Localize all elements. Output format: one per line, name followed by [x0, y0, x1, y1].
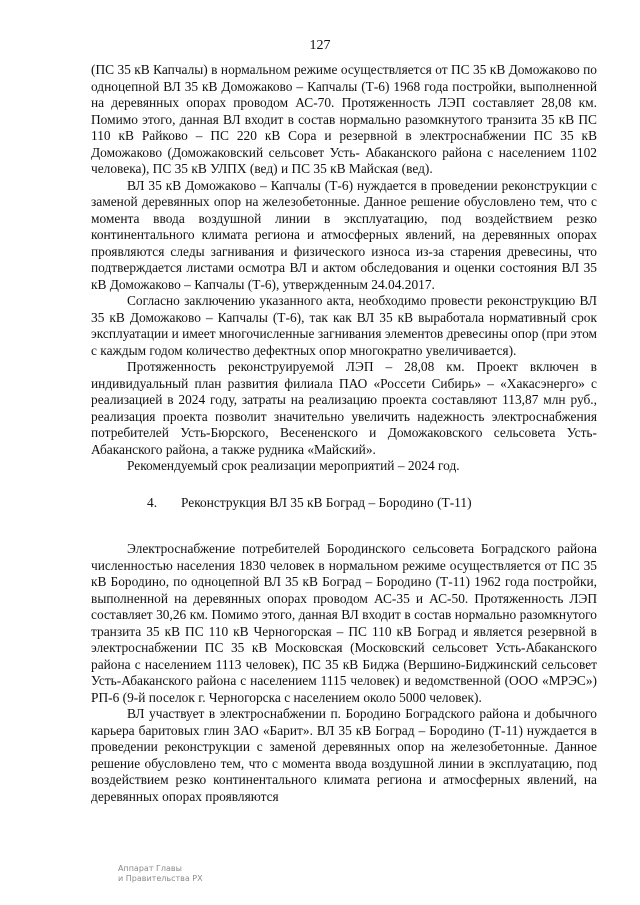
paragraph-reconstruction-need: ВЛ 35 кВ Доможаково – Капчалы (Т-6) нуждается в проведении реконструкции с заменой деревянных опор на железобетонные. Данное решение обусловлено тем, что с момента ввода воздушной линии в эксплуатацию, под воздействием резко континентального климата региона и атмосферных явлений, на деревянных опорах проявляются следы загнивания и физического износа из-за старения древесины, что подтверждается листами осмотра ВЛ и актом обследования и оценки состояния ВЛ 35 кВ Доможаково – Капчалы (Т-6), утвержденным 24.04.2017. [91, 177, 597, 292]
page-number: 127 [309, 38, 331, 53]
stamp-line-2: и Правительства РХ [118, 874, 203, 883]
paragraph-recommended-term: Рекомендуемый срок реализации мероприятий – 2024 год. [127, 458, 460, 473]
section-number: 4. [147, 494, 158, 510]
paragraph-project-length: Протяженность реконструируемой ЛЭП – 28,08 км. Проект включен в индивидуальный план развития филиала ПАО «Россети Сибирь» – «Хакасэнерго» с реализацией в 2024 году, затраты на реализацию проекта составляют 113,87 млн руб., реализация проекта позволит значительно увеличить надежность электроснабжения потребителей Усть-Бюрского, Весененского и Доможаковского сельсовета Усть-Абаканского района, а также рудника «Майский». [91, 359, 597, 457]
paragraph-intro: (ПС 35 кВ Капчалы) в нормальном режиме осуществляется от ПС 35 кВ Доможаково по одноцепной ВЛ 35 кВ Доможаково – Капчалы (Т-6) 1968 года постройки, выполненной на деревянных опорах проводом АС-70. Протяженность ЛЭП составляет 28,08 км. Помимо этого, данная ВЛ входит в состав нормально разомкнутого транзита 35 кВ ПС 110 кВ Райково – ПС 220 кВ Сора и резервной в электроснабжении ПС 35 кВ Доможаково (Доможаковский сельсовет Усть- Абаканского района с населением 1102 человека), ПС 35 кВ УЛПХ (вед) и ПС 35 кВ Майская (вед). [91, 62, 597, 176]
registry-stamp [118, 864, 203, 884]
spacer [91, 531, 597, 541]
paragraph-act-conclusion: Согласно заключению указанного акта, необходимо провести реконструкцию ВЛ 35 кВ Доможаково – Капчалы (Т-6), так как ВЛ 35 кВ выработала нормативный срок эксплуатации и имеет многочисленные загнивания элементов древесины опор (при этом с каждым годом количество дефектных опор многократно увеличивается). [91, 293, 597, 358]
document-body [91, 62, 597, 805]
paragraph-borodino-supply: Электроснабжение потребителей Бородинского сельсовета Боградского района численностью населения 1830 человек в нормальном режиме осуществляется от ПС 35 кВ Бородино, по одноцепной ВЛ 35 кВ Боград – Бородино (Т-11) 1962 года постройки, выполненной на деревянных опорах проводом АС-35 и АС-50. Протяженность ЛЭП составляет 30,26 км. Помимо этого, данная ВЛ входит в состав нормально разомкнутого транзита 35 кВ ПС 110 кВ Черногорская – ПС 110 кВ Боград и является резервной в электроснабжении ПС 35 кВ Московская (Московский сельсовет Усть-Абаканского района с населением 1113 человек), ПС 35 кВ Биджа (Вершино-Биджинский сельсовет Усть-Абаканского района с населением 1115 человек) и ведомственной (ООО «МРЭС») РП-6 (9-й поселок г. Черногорска с населением около 5000 человек). [91, 541, 597, 705]
section-title: Реконструкция ВЛ 35 кВ Боград – Бородино (Т-11) [181, 494, 472, 510]
section-heading [91, 495, 597, 512]
paragraph-borodino-reconstruction: ВЛ участвует в электроснабжении п. Бородино Боградского района и добычного карьера баритовых глин ЗАО «Барит». ВЛ 35 кВ Боград – Бородино (Т-11) нуждается в проведении реконструкции с заменой деревянных опор на железобетонные. Данное решение обусловлено тем, что с момента ввода воздушной линии в эксплуатацию, под воздействием резко континентального климата региона и атмосферных явлений, на деревянных опорах проявляются [91, 706, 597, 804]
stamp-line-1: Аппарат Главы [118, 864, 182, 873]
